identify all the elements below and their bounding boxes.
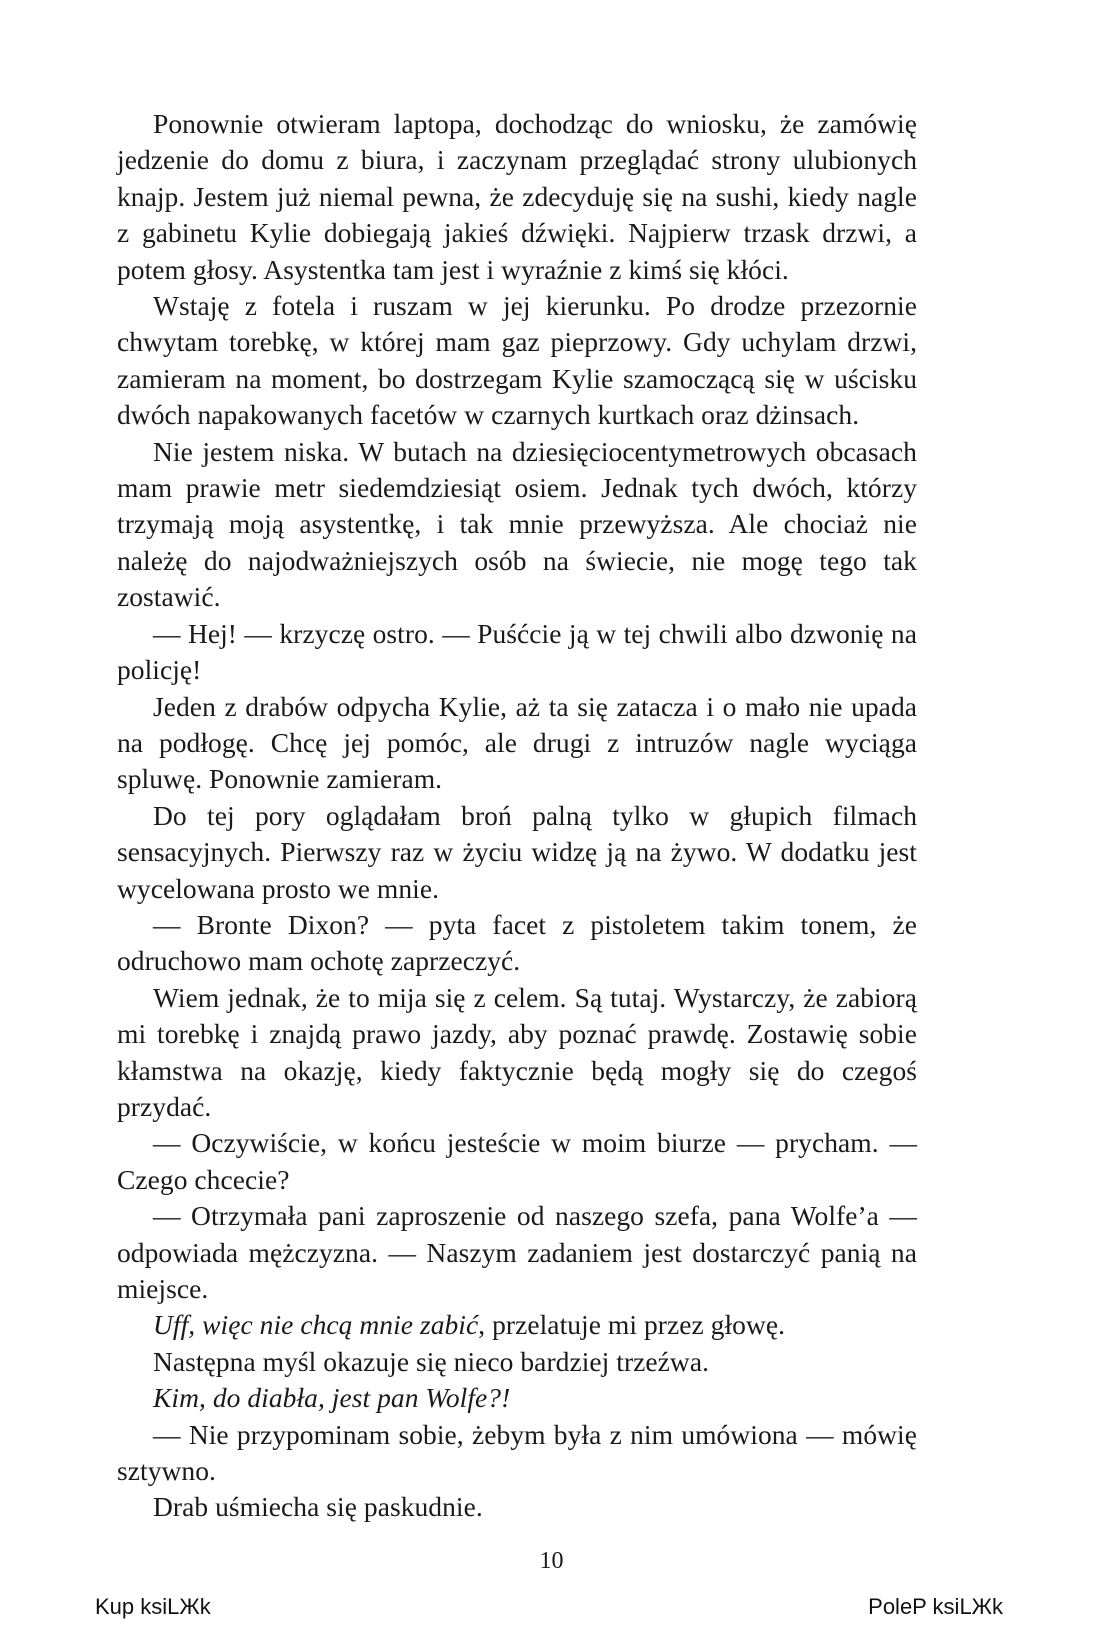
paragraph: Jeden z drabów odpycha Kylie, aż ta się zatacza i o mało nie upada na podłogę. Chcę jej pomóc, ale drugi z intruzów nagle wyciąga spluwę. Ponownie zamieram. — [117, 690, 917, 795]
paragraph: Drab uśmiecha się paskudnie. — [153, 1491, 483, 1523]
regular-fragment: , przelatuje mi przez głowę. — [478, 1309, 786, 1341]
recommend-book-link[interactable]: PoleP ksiLЖk — [868, 1594, 1003, 1619]
paragraph: — Oczywiście, w końcu jesteście w moim biurze — prycham. — Czego chcecie? — [117, 1127, 917, 1195]
paragraph: Wiem jednak, że to mija się z celem. Są tutaj. Wystarczy, że zabiorą mi torebkę i znajdą prawo jazdy, aby poznać prawdę. Zostawię sobie kłamstwa na okazję, kiedy faktycznie będą mogły się do czegoś przydać. — [117, 981, 917, 1122]
paragraph: Nie jestem niska. W butach na dziesięciocentymetrowych obcasach mam prawie metr siedemdziesiąt osiem. Jednak tych dwóch, którzy trzymają moją asystentkę, i tak mnie przewyższa. Ale chociaż nie należę do najodważniejszych osób na świecie, nie mogę tego tak zostawić. — [117, 435, 917, 613]
paragraph-italic-thought-inline — [117, 1307, 917, 1343]
buy-book-link[interactable]: Kup ksiLЖk — [95, 1594, 211, 1619]
paragraph: Do tej pory oglądałam broń palną tylko w głupich filmach sensacyjnych. Pierwszy raz w życiu widzę ją na żywo. W dodatku jest wycelowana prosto we mnie. — [117, 799, 917, 904]
paragraph: Następna myśl okazuje się nieco bardziej trzeźwa. — [153, 1345, 710, 1377]
body-text — [117, 106, 917, 1526]
paragraph: — Otrzymała pani zaproszenie od naszego szefa, pana Wolfe’a — odpowiada mężczyzna. — Naszym zadaniem jest dostarczyć panią na miejsce. — [117, 1200, 917, 1304]
page-number: 10 — [539, 1548, 564, 1574]
paragraph-italic-thought: Kim, do diabła, jest pan Wolfe?! — [153, 1382, 511, 1414]
paragraph: — Nie przypominam sobie, żebym była z nim umówiona — mówię sztywno. — [117, 1418, 917, 1487]
paragraph: — Hej! — krzyczę ostro. — Puśćcie ją w tej chwili albo dzwonię na policję! — [117, 617, 917, 686]
paragraph: — Bronte Dixon? — pyta facet z pistoletem takim tonem, że odruchowo mam ochotę zaprzeczyć. — [117, 908, 917, 977]
italic-fragment: Uff, więc nie chcą mnie zabić — [153, 1309, 479, 1341]
paragraph: Wstaję z fotela i ruszam w jej kierunku. Po drodze przezornie chwytam torebkę, w której mam gaz pieprzowy. Gdy uchylam drzwi, zamieram na moment, bo dostrzegam Kylie szamoczącą się w uścisku dwóch napakowanych facetów w czarnych kurtkach oraz dżinsach. — [117, 290, 917, 431]
paragraph: Ponownie otwieram laptopa, dochodząc do wniosku, że zamówię jedzenie do domu z biura, i zaczynam przeglądać strony ulubionych knajp. Jestem już niemal pewna, że zdecyduję się na sushi, kiedy nagle z gabinetu Kylie dobiegają jakieś dźwięki. Najpierw trzask drzwi, a potem głosy. Asystentka tam jest i wyraźnie z kimś się kłóci. — [117, 108, 917, 285]
